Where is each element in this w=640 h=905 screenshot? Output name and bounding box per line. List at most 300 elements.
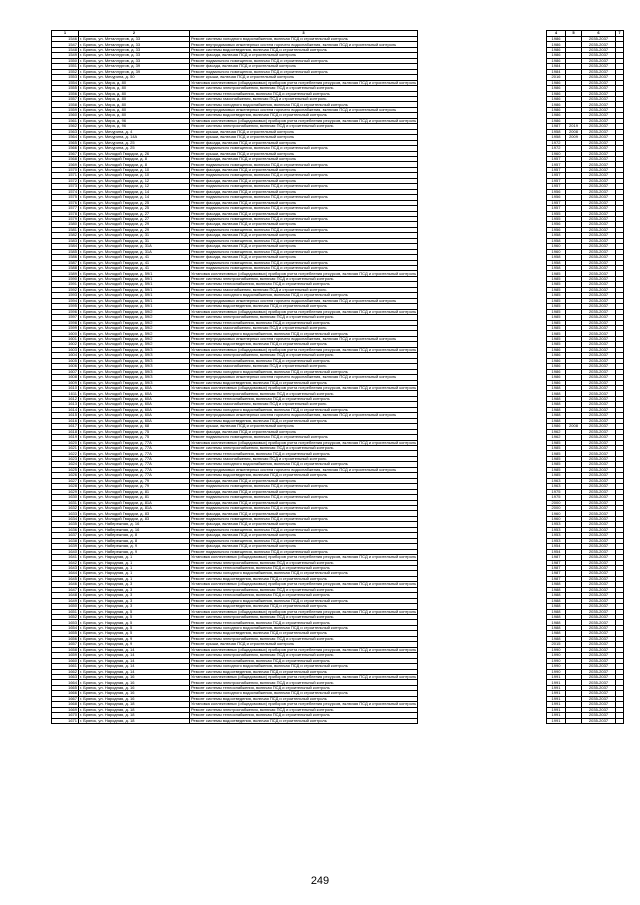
row-number: 1606 bbox=[52, 364, 79, 369]
row-work-type: Установка коллективных (общедомовых) приборов учета потребления ресурсов, включая ПСД и строительный контроль bbox=[191, 674, 417, 680]
row-address: г. Брянск, ул. Молодой Гвардии, д. 59/3 bbox=[79, 347, 190, 352]
row-planned-period: 2035-2037 bbox=[582, 287, 616, 292]
row-number: 1639 bbox=[52, 544, 79, 549]
row-work-type: Ремонт системы холодного водоснабжения, включая ПСД и строительный контроль bbox=[190, 369, 418, 374]
row-build-year: 1957 bbox=[547, 200, 566, 205]
row-address: г. Брянск, ул. Молодой Гвардии, д. 59/1 bbox=[79, 293, 190, 298]
row-planned-period: 2035-2037 bbox=[582, 86, 616, 91]
row-work-type: Ремонт подвального помещения, включая ПСД и строительный контроль bbox=[190, 549, 418, 554]
row-planned-period: 2035-2037 bbox=[582, 375, 616, 380]
row-build-year: 1953 bbox=[547, 533, 566, 538]
row-address: г. Брянск, ул. Молодой Гвардии, д. 60А bbox=[79, 418, 190, 423]
row-build-year: 1990 bbox=[547, 658, 566, 663]
row-number: 1553 bbox=[52, 75, 79, 80]
row-build-year: 1958 bbox=[547, 260, 566, 265]
row-build-year: 1958 bbox=[547, 266, 566, 271]
row-work-type: Ремонт фасада, включая ПСД и строительный контроль bbox=[190, 544, 418, 549]
row-work-type: Ремонт подвального помещения, включая ПСД и строительный контроль bbox=[190, 527, 418, 532]
row-work-type: Ремонт подвального помещения, включая ПСД и строительный контроль bbox=[190, 266, 418, 271]
row-address: г. Брянск, ул. Молодой Гвардии, д. 77А bbox=[79, 473, 190, 478]
row-address: г. Брянск, ул. Мичурина, д. 14А bbox=[79, 135, 190, 140]
row-address: г. Брянск, ул. Народная, д. 16 bbox=[79, 675, 190, 680]
row-build-year: 1991 bbox=[547, 702, 566, 707]
row-address: г. Брянск, ул. Мичурина, д. 50 bbox=[79, 75, 190, 80]
row-build-year: 1985 bbox=[547, 451, 566, 456]
row-work-type: Ремонт системы электроснабжения, включая ПСД и строительный контроль bbox=[190, 587, 418, 592]
row-address: г. Брянск, ул. Народная, д. 16 bbox=[79, 691, 190, 696]
row-work-type: Ремонт системы холодного водоснабжения, включая ПСД и строительный контроль bbox=[190, 37, 418, 42]
row-work-type: Ремонт системы электроснабжения, включая ПСД и строительный контроль bbox=[190, 315, 418, 320]
row-number: 1610 bbox=[52, 386, 79, 391]
row-build-year: 1962 bbox=[547, 435, 566, 440]
row-planned-period: 2035-2037 bbox=[582, 124, 616, 129]
row-address: г. Брянск, ул. Народная, д. 1 bbox=[79, 560, 190, 565]
row-address: г. Брянск, ул. Набережная, д. 16 bbox=[79, 527, 190, 532]
row-number: 1580 bbox=[52, 222, 79, 227]
row-work-type: Ремонт фасада, включая ПСД и строительный контроль bbox=[190, 156, 418, 161]
row-planned-period: 2035-2037 bbox=[582, 222, 616, 227]
row-address: г. Брянск, ул. Народная, д. 1 bbox=[79, 571, 190, 576]
row-address: г. Брянск, ул. Молодой Гвардии, д. 79 bbox=[79, 484, 190, 489]
row-build-year: 1957 bbox=[547, 173, 566, 178]
row-number: 1599 bbox=[52, 326, 79, 331]
row-address: г. Брянск, ул. Металлургов, д. 33 bbox=[79, 53, 190, 58]
row-address: г. Брянск, ул. Народная, д. 14 bbox=[79, 658, 190, 663]
row-number: 1564 bbox=[52, 135, 79, 140]
row-build-year: 1956 bbox=[547, 189, 566, 194]
row-address: г. Брянск, ул. Народная, д. 14 bbox=[79, 664, 190, 669]
row-address: г. Брянск, ул. Металлургов, д. 33 bbox=[79, 58, 190, 63]
row-planned-period: 2035-2037 bbox=[582, 320, 616, 325]
row-number: 1578 bbox=[52, 211, 79, 216]
row-address: г. Брянск, ул. Молодой Гвардии, д. 8 bbox=[79, 156, 190, 161]
row-address: г. Брянск, ул. Молодой Гвардии, д. 60А bbox=[79, 407, 190, 412]
row-address: г. Брянск, ул. Молодой Гвардии, д. 83 bbox=[79, 511, 190, 516]
row-planned-period: 2035-2037 bbox=[582, 364, 616, 369]
row-address: г. Брянск, ул. Молодой Гвардии, д. 29 bbox=[79, 227, 190, 232]
row-number: 1637 bbox=[52, 533, 79, 538]
row-planned-period: 2035-2037 bbox=[582, 260, 616, 265]
row-build-year: 1987 bbox=[547, 576, 566, 581]
row-work-type: Ремонт системы газоснабжения, включая ПСД и строительный контроль bbox=[190, 364, 418, 369]
row-planned-period: 2035-2037 bbox=[582, 565, 616, 570]
row-address: г. Брянск, ул. Молодой Гвардии, д. 75 bbox=[79, 435, 190, 440]
row-work-type: Установка коллективных (общедомовых) приборов учета потребления ресурсов, включая ПСД и строительный контроль bbox=[191, 701, 417, 707]
row-build-year: 1957 bbox=[547, 178, 566, 183]
row-planned-period: 2035-2037 bbox=[582, 707, 616, 712]
row-build-year: 1958 bbox=[547, 135, 566, 140]
row-address: г. Брянск, ул. Народная, д. 5 bbox=[79, 615, 190, 620]
row-number: 1617 bbox=[52, 424, 79, 429]
row-work-type: Ремонт системы теплоснабжения, включая ПСД и строительный контроль bbox=[190, 620, 418, 625]
row-planned-period: 2035-2037 bbox=[582, 118, 616, 123]
row-number: 1618 bbox=[52, 429, 79, 434]
row-number: 1562 bbox=[52, 124, 79, 129]
row-work-type: Ремонт системы газоснабжения, включая ПСД и строительный контроль bbox=[190, 326, 418, 331]
row-planned-period: 2035-2037 bbox=[582, 266, 616, 271]
row-work-type: Ремонт фасада, включая ПСД и строительный контроль bbox=[190, 244, 418, 249]
row-build-year: 1986 bbox=[547, 107, 566, 112]
capital-repair-register-table bbox=[51, 30, 624, 724]
row-address: г. Брянск, ул. Молодой Гвардии, д. 83 bbox=[79, 516, 190, 521]
row-work-type: Ремонт крыши, включая ПСД и строительный контроль bbox=[190, 75, 418, 80]
row-address: г. Брянск, ул. Мира, д. 80 bbox=[79, 102, 190, 107]
row-address: г. Брянск, ул. Молодой Гвардии, д. 41 bbox=[79, 255, 190, 260]
row-address: г. Брянск, ул. Народная, д. 9 bbox=[79, 636, 190, 641]
row-build-year: 1986 bbox=[547, 424, 566, 429]
row-planned-period: 2035-2037 bbox=[582, 151, 616, 156]
row-planned-period: 2035-2037 bbox=[582, 478, 616, 483]
row-build-year: 1988 bbox=[547, 582, 566, 587]
row-planned-period: 2035-2037 bbox=[582, 216, 616, 221]
row-work-type: Ремонт внутридомовых инженерных систем горячего водоснабжения, включая ПСД и строительный контроль bbox=[190, 413, 418, 418]
row-address: г. Брянск, ул. Молодой Гвардии, д. 59/3 bbox=[79, 364, 190, 369]
row-number: 1592 bbox=[52, 287, 79, 292]
row-number: 1641 bbox=[52, 555, 79, 560]
row-address: г. Брянск, ул. Молодой Гвардии, д. 14 bbox=[79, 189, 190, 194]
row-number: 1649 bbox=[52, 598, 79, 603]
row-work-type: Ремонт фасада, включая ПСД и строительный контроль bbox=[190, 255, 418, 260]
row-build-year: 1960 bbox=[547, 244, 566, 249]
row-address: г. Брянск, ул. Народная, д. 3 bbox=[79, 582, 190, 587]
row-work-type: Установка коллективных (общедомовых) приборов учета потребления ресурсов, включая ПСД и строительный контроль bbox=[191, 440, 417, 445]
row-build-year: 1988 bbox=[547, 413, 566, 418]
row-number: 1655 bbox=[52, 631, 79, 636]
row-planned-period: 2035-2037 bbox=[582, 511, 616, 516]
row-work-type: Ремонт системы холодного водоснабжения, включая ПСД и строительный контроль bbox=[190, 664, 418, 669]
row-work-type: Ремонт системы холодного водоснабжения, включая ПСД и строительный контроль bbox=[190, 102, 418, 107]
row-number: 1668 bbox=[52, 702, 79, 707]
row-number: 1612 bbox=[52, 396, 79, 401]
row-work-type: Ремонт системы электроснабжения, включая ПСД и строительный контроль bbox=[190, 391, 418, 396]
row-planned-period: 2035-2037 bbox=[582, 407, 616, 412]
row-planned-period: 2035-2037 bbox=[582, 37, 616, 42]
row-build-year: 1985 bbox=[547, 293, 566, 298]
row-work-type: Ремонт подвального помещения, включая ПСД и строительный контроль bbox=[190, 216, 418, 221]
row-work-type: Ремонт фасада, включая ПСД и строительный контроль bbox=[190, 478, 418, 483]
row-work-type: Ремонт системы водоотведения, включая ПСД и строительный контроль bbox=[190, 304, 418, 309]
row-number: 1594 bbox=[52, 298, 79, 303]
row-number: 1568 bbox=[52, 156, 79, 161]
row-build-year: 2015 bbox=[547, 642, 566, 647]
row-work-type: Установка коллективных (общедомовых) приборов учета потребления ресурсов, включая ПСД и строительный контроль bbox=[191, 80, 417, 85]
row-number: 1570 bbox=[52, 167, 79, 172]
row-work-type: Ремонт системы холодного водоснабжения, включая ПСД и строительный контроль bbox=[190, 571, 418, 576]
row-work-type: Ремонт подвального помещения, включая ПСД и строительный контроль bbox=[190, 495, 418, 500]
row-planned-period: 2035-2037 bbox=[582, 484, 616, 489]
row-number: 1620 bbox=[52, 440, 79, 445]
row-planned-period: 2035-2037 bbox=[582, 555, 616, 560]
row-number: 1634 bbox=[52, 516, 79, 521]
row-number: 1595 bbox=[52, 304, 79, 309]
row-number: 1581 bbox=[52, 227, 79, 232]
row-build-year: 1988 bbox=[547, 407, 566, 412]
row-planned-period: 2035-2037 bbox=[582, 326, 616, 331]
row-planned-period: 2035-2037 bbox=[582, 609, 616, 614]
row-address: г. Брянск, ул. Народная, д. 1 bbox=[79, 555, 190, 560]
row-build-year: 1990 bbox=[547, 669, 566, 674]
row-planned-period: 2035-2037 bbox=[582, 282, 616, 287]
row-build-year: 1958 bbox=[547, 238, 566, 243]
row-planned-period: 2035-2037 bbox=[582, 315, 616, 320]
row-build-year: 1988 bbox=[547, 402, 566, 407]
row-planned-period: 2035-2037 bbox=[582, 178, 616, 183]
row-planned-period: 2035-2037 bbox=[582, 75, 616, 80]
row-address: г. Брянск, ул. Молодой Гвардии, д. 77А bbox=[79, 467, 190, 472]
row-build-year: 1991 bbox=[547, 696, 566, 701]
row-address: г. Брянск, ул. Молодой Гвардии, д. 59/2 bbox=[79, 331, 190, 336]
row-address: г. Брянск, ул. Молодой Гвардии, д. 59/2 bbox=[79, 309, 190, 314]
row-address: г. Брянск, ул. Молодой Гвардии, д. 59/3 bbox=[79, 369, 190, 374]
register-table-body bbox=[52, 31, 624, 724]
row-work-type: Ремонт системы электроснабжения, включая ПСД и строительный контроль bbox=[190, 707, 418, 712]
row-build-year: 1953 bbox=[547, 538, 566, 543]
row-work-type: Ремонт фасада, включая ПСД и строительный контроль bbox=[190, 222, 418, 227]
row-number: 1587 bbox=[52, 260, 79, 265]
row-build-year: 1988 bbox=[547, 587, 566, 592]
row-build-year: 1985 bbox=[547, 440, 566, 445]
row-address: г. Брянск, ул. Молодой Гвардии, д. 10 bbox=[79, 167, 190, 172]
row-planned-period: 2035-2037 bbox=[582, 489, 616, 494]
row-work-type: Ремонт системы водоотведения, включая ПСД и строительный контроль bbox=[190, 576, 418, 581]
row-number: 1576 bbox=[52, 200, 79, 205]
row-work-type: Ремонт фасада, включая ПСД и строительный контроль bbox=[190, 522, 418, 527]
row-work-type: Ремонт системы электроснабжения, включая ПСД и строительный контроль bbox=[190, 615, 418, 620]
row-planned-period: 2035-2037 bbox=[582, 249, 616, 254]
row-planned-period: 2035-2037 bbox=[582, 473, 616, 478]
row-planned-period: 2035-2037 bbox=[582, 451, 616, 456]
row-build-year: 1985 bbox=[547, 473, 566, 478]
row-work-type: Ремонт системы газоснабжения, включая ПСД и строительный контроль bbox=[190, 402, 418, 407]
row-planned-period: 2035-2037 bbox=[582, 413, 616, 418]
row-address: г. Брянск, ул. Молодой Гвардии, д. 60А bbox=[79, 402, 190, 407]
row-work-type: Ремонт системы электроснабжения, включая ПСД и строительный контроль bbox=[190, 636, 418, 641]
row-planned-period: 2035-2037 bbox=[582, 156, 616, 161]
row-planned-period: 2035-2037 bbox=[582, 598, 616, 603]
row-build-year: 1972 bbox=[547, 146, 566, 151]
row-address: г. Брянск, ул. Молодой Гвардии, д. 26 bbox=[79, 151, 190, 156]
row-number: 1635 bbox=[52, 522, 79, 527]
row-planned-period: 2035-2037 bbox=[582, 102, 616, 107]
row-planned-period: 2035-2037 bbox=[582, 456, 616, 461]
row-address: г. Брянск, ул. Молодой Гвардии, д. 59/1 bbox=[79, 304, 190, 309]
row-address: г. Брянск, ул. Молодой Гвардии, д. 79 bbox=[79, 478, 190, 483]
row-build-year: 1991 bbox=[547, 707, 566, 712]
row-work-type: Ремонт подвального помещения, включая ПСД и строительный контроль bbox=[190, 162, 418, 167]
header-col-1: 1 bbox=[52, 31, 79, 37]
row-work-type: Ремонт системы холодного водоснабжения, включая ПСД и строительный контроль bbox=[190, 691, 418, 696]
register-table-container bbox=[51, 30, 621, 724]
row-planned-period: 2035-2037 bbox=[582, 658, 616, 663]
row-address: г. Брянск, ул. Народная, д. 18 bbox=[79, 718, 190, 723]
row-build-year: 1953 bbox=[547, 522, 566, 527]
row-build-year: 1991 bbox=[547, 685, 566, 690]
row-planned-period: 2035-2037 bbox=[582, 200, 616, 205]
row-number: 1567 bbox=[52, 151, 79, 156]
row-address: г. Брянск, ул. Народная, д. 5 bbox=[79, 620, 190, 625]
header-col-2: 2 bbox=[79, 31, 190, 37]
row-build-year: 1990 bbox=[547, 653, 566, 658]
row-build-year: 2000 bbox=[547, 500, 566, 505]
row-address: г. Брянск, ул. Молодой Гвардии, д. 59/1 bbox=[79, 287, 190, 292]
row-planned-period: 2035-2037 bbox=[582, 129, 616, 134]
row-address: г. Брянск, ул. Молодой Гвардии, д. 60А bbox=[79, 391, 190, 396]
row-number: 1663 bbox=[52, 675, 79, 680]
row-planned-period: 2035-2037 bbox=[582, 587, 616, 592]
row-planned-period: 2035-2037 bbox=[582, 664, 616, 669]
row-build-year: 1957 bbox=[547, 184, 566, 189]
row-build-year: 1985 bbox=[547, 282, 566, 287]
row-address: г. Брянск, ул. Молодой Гвардии, д. 77А bbox=[79, 445, 190, 450]
row-planned-period: 2035-2037 bbox=[582, 462, 616, 467]
row-work-type: Ремонт фасада, включая ПСД и строительный контроль bbox=[190, 167, 418, 172]
row-address: г. Брянск, ул. Мира, д. 80 bbox=[79, 80, 190, 85]
row-planned-period: 2035-2037 bbox=[582, 276, 616, 281]
row-work-type: Ремонт системы водоотведения, включая ПСД и строительный контроль bbox=[190, 696, 418, 701]
row-address: г. Брянск, ул. Молодой Гвардии, д. 59/1 bbox=[79, 271, 190, 276]
row-build-year: 1991 bbox=[547, 718, 566, 723]
row-number: 1664 bbox=[52, 680, 79, 685]
row-build-year: 1985 bbox=[547, 456, 566, 461]
row-number: 1572 bbox=[52, 178, 79, 183]
row-number: 1669 bbox=[52, 707, 79, 712]
row-planned-period: 2035-2037 bbox=[582, 107, 616, 112]
row-work-type: Ремонт фасада, включая ПСД и строительный контроль bbox=[190, 233, 418, 238]
row-build-year: 1988 bbox=[547, 615, 566, 620]
row-last-repair-year: 2009 bbox=[566, 135, 582, 140]
row-address: г. Брянск, ул. Молодой Гвардии, д. 31А bbox=[79, 249, 190, 254]
row-build-year: 1986 bbox=[547, 53, 566, 58]
row-planned-period: 2035-2037 bbox=[582, 336, 616, 341]
row-work-type: Ремонт фасада, включая ПСД и строительный контроль bbox=[190, 189, 418, 194]
row-number: 1556 bbox=[52, 91, 79, 96]
row-work-type: Ремонт фасада, включая ПСД и строительный контроль bbox=[190, 64, 418, 69]
row-address: г. Брянск, ул. Мира, д. 96 bbox=[79, 118, 190, 123]
row-planned-period: 2035-2037 bbox=[582, 353, 616, 358]
row-address: г. Брянск, ул. Молодой Гвардии, д. 14 bbox=[79, 195, 190, 200]
row-address: г. Брянск, ул. Молодой Гвардии, д. 25 bbox=[79, 200, 190, 205]
row-work-type: Ремонт системы водоотведения, включая ПСД и строительный контроль bbox=[190, 631, 418, 636]
row-planned-period: 2035-2037 bbox=[582, 184, 616, 189]
row-planned-period: 2035-2037 bbox=[582, 206, 616, 211]
row-planned-period: 2035-2037 bbox=[582, 140, 616, 145]
row-address: г. Брянск, ул. Молодой Гвардии, д. 75 bbox=[79, 429, 190, 434]
row-address: г. Брянск, ул. Молодой Гвардии, д. 81 bbox=[79, 495, 190, 500]
row-planned-period: 2035-2037 bbox=[582, 396, 616, 401]
row-address: г. Брянск, ул. Народная, д. 9 bbox=[79, 642, 190, 647]
row-address: г. Брянск, ул. Мира, д. 80 bbox=[79, 91, 190, 96]
row-number: 1671 bbox=[52, 718, 79, 723]
row-planned-period: 2035-2037 bbox=[582, 369, 616, 374]
row-address: г. Брянск, ул. Народная, д. 16 bbox=[79, 680, 190, 685]
row-planned-period: 2035-2037 bbox=[582, 702, 616, 707]
row-work-type: Ремонт системы водоотведения, включая ПСД и строительный контроль bbox=[190, 47, 418, 52]
row-address: г. Брянск, ул. Молодой Гвардии, д. 81 bbox=[79, 489, 190, 494]
row-work-type: Ремонт внутридомовых инженерных систем горячего водоснабжения, включая ПСД и строительный контроль bbox=[190, 42, 418, 47]
row-address: г. Брянск, ул. Мичурина, д. 4 bbox=[79, 129, 190, 134]
row-work-type: Ремонт внутридомовых инженерных систем горячего водоснабжения, включая ПСД и строительный контроль bbox=[190, 107, 418, 112]
row-address: г. Брянск, ул. Молодой Гвардии, д. 31 bbox=[79, 238, 190, 243]
row-number: 1574 bbox=[52, 189, 79, 194]
row-planned-period: 2035-2037 bbox=[582, 625, 616, 630]
row-number: 1573 bbox=[52, 184, 79, 189]
row-work-type: Ремонт крыши, включая ПСД и строительный контроль bbox=[190, 642, 418, 647]
row-build-year: 1985 bbox=[547, 342, 566, 347]
row-address: г. Брянск, ул. Набережная, д. 9 bbox=[79, 544, 190, 549]
row-build-year: 1985 bbox=[547, 320, 566, 325]
row-work-type: Ремонт фасада, включая ПСД и строительный контроль bbox=[190, 200, 418, 205]
row-number: 1616 bbox=[52, 418, 79, 423]
row-number: 1582 bbox=[52, 233, 79, 238]
row-planned-period: 2035-2037 bbox=[582, 418, 616, 423]
row-planned-period: 2035-2037 bbox=[582, 331, 616, 336]
row-planned-period: 2035-2037 bbox=[582, 549, 616, 554]
row-address: г. Брянск, ул. Набережная, д. 9 bbox=[79, 549, 190, 554]
row-build-year: 1984 bbox=[547, 64, 566, 69]
row-planned-period: 2035-2037 bbox=[582, 53, 616, 58]
row-work-type: Ремонт системы газоснабжения, включая ПСД и строительный контроль bbox=[190, 456, 418, 461]
row-number: 1569 bbox=[52, 162, 79, 167]
row-work-type: Ремонт системы теплоснабжения, включая ПСД и строительный контроль bbox=[190, 658, 418, 663]
row-planned-period: 2035-2037 bbox=[582, 713, 616, 718]
row-number: 1593 bbox=[52, 293, 79, 298]
row-number: 1660 bbox=[52, 658, 79, 663]
row-work-type: Ремонт подвального помещения, включая ПСД и строительный контроль bbox=[190, 146, 418, 151]
row-build-year: 1958 bbox=[547, 129, 566, 134]
row-number: 1546 bbox=[52, 37, 79, 42]
row-build-year: 1985 bbox=[547, 315, 566, 320]
row-number: 1575 bbox=[52, 195, 79, 200]
row-number: 1628 bbox=[52, 484, 79, 489]
row-planned-period: 2035-2037 bbox=[582, 211, 616, 216]
row-address: г. Брянск, ул. Мира, д. 80 bbox=[79, 107, 190, 112]
row-planned-period: 2035-2037 bbox=[582, 298, 616, 303]
row-address: г. Брянск, ул. Металлургов, д. 39 bbox=[79, 64, 190, 69]
row-work-type: Ремонт системы теплоснабжения, включая ПСД и строительный контроль bbox=[190, 685, 418, 690]
row-number: 1588 bbox=[52, 266, 79, 271]
row-work-type: Ремонт системы холодного водоснабжения, включая ПСД и строительный контроль bbox=[190, 462, 418, 467]
row-build-year: 1984 bbox=[547, 69, 566, 74]
row-planned-period: 2035-2037 bbox=[582, 64, 616, 69]
row-work-type: Ремонт системы водоотведения, включая ПСД и строительный контроль bbox=[190, 113, 418, 118]
row-work-type: Ремонт подвального помещения, включая ПСД и строительный контроль bbox=[190, 184, 418, 189]
row-address: г. Брянск, ул. Народная, д. 16 bbox=[79, 685, 190, 690]
row-address: г. Брянск, ул. Молодой Гвардии, д. 12 bbox=[79, 178, 190, 183]
row-planned-period: 2035-2037 bbox=[582, 233, 616, 238]
row-number: 1627 bbox=[52, 478, 79, 483]
row-build-year: 1988 bbox=[547, 620, 566, 625]
row-planned-period: 2035-2037 bbox=[582, 685, 616, 690]
row-work-type: Ремонт подвального помещения, включая ПСД и строительный контроль bbox=[190, 435, 418, 440]
row-planned-period: 2035-2037 bbox=[582, 647, 616, 652]
row-work-type: Ремонт системы газоснабжения, включая ПСД и строительный контроль bbox=[190, 96, 418, 101]
row-work-type: Установка коллективных (общедомовых) приборов учета потребления ресурсов, включая ПСД и строительный контроль bbox=[191, 554, 417, 560]
row-planned-period: 2035-2037 bbox=[582, 424, 616, 429]
row-work-type: Ремонт системы теплоснабжения, включая ПСД и строительный контроль bbox=[190, 593, 418, 598]
row-address: г. Брянск, ул. Молодой Гвардии, д. 41 bbox=[79, 266, 190, 271]
row-build-year: 1986 bbox=[547, 358, 566, 363]
row-number: 1670 bbox=[52, 713, 79, 718]
row-address: г. Брянск, ул. Народная, д. 14 bbox=[79, 669, 190, 674]
row-planned-period: 2035-2037 bbox=[582, 96, 616, 101]
row-address: г. Брянск, ул. Металлургов, д. 39 bbox=[79, 69, 190, 74]
row-build-year: 1986 bbox=[547, 353, 566, 358]
row-build-year: 1991 bbox=[547, 680, 566, 685]
row-address: г. Брянск, ул. Молодой Гвардии, д. 59/2 bbox=[79, 342, 190, 347]
row-number: 1607 bbox=[52, 369, 79, 374]
row-number: 1650 bbox=[52, 604, 79, 609]
row-number: 1598 bbox=[52, 320, 79, 325]
